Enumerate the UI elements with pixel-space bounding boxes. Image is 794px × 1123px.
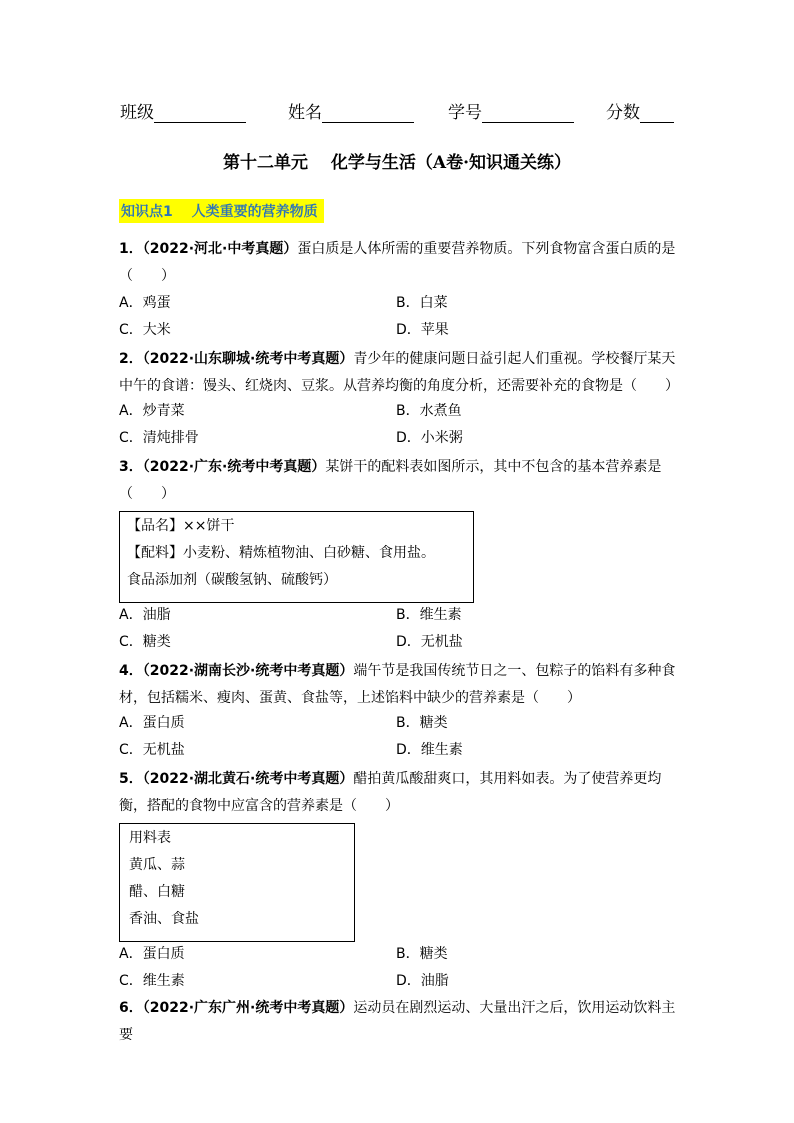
question-3 bbox=[119, 454, 679, 508]
option-a[interactable]: A．蛋白质 bbox=[119, 946, 185, 962]
box-line: 食品添加剂（碳酸氢钠、硫酸钙） bbox=[127, 572, 337, 588]
question-number: 6． bbox=[119, 1000, 143, 1016]
ingredient-box bbox=[119, 511, 474, 603]
class-blank[interactable] bbox=[154, 102, 246, 123]
option-d[interactable]: D．油脂 bbox=[396, 973, 449, 989]
number-field[interactable] bbox=[448, 98, 574, 123]
class-label: 班级 bbox=[120, 103, 154, 123]
question-6 bbox=[119, 995, 679, 1049]
question-number: 2． bbox=[119, 351, 143, 367]
question-1 bbox=[119, 236, 679, 290]
question-source: （2022·广东广州·统考中考真题） bbox=[142, 1000, 354, 1016]
option-d[interactable]: D．小米粥 bbox=[396, 430, 463, 446]
option-d[interactable]: D．无机盐 bbox=[396, 634, 463, 650]
option-c[interactable]: C．糖类 bbox=[119, 634, 171, 650]
name-label: 姓名 bbox=[288, 103, 322, 123]
option-a[interactable]: A．蛋白质 bbox=[119, 715, 185, 731]
question-source: （2022·广东·统考中考真题） bbox=[142, 459, 326, 475]
number-label: 学号 bbox=[448, 103, 482, 123]
option-d[interactable]: D．苹果 bbox=[396, 322, 449, 338]
option-b[interactable]: B．糖类 bbox=[396, 715, 448, 731]
box-line: 【品名】××饼干 bbox=[127, 518, 235, 534]
question-text: 青少年的健康问题日益引起人们重视。学校餐厅某天中午的食谱：馒头、红烧肉、豆浆。从营养均衡的角度分析，还需要补充的食物是（ ） bbox=[119, 351, 679, 394]
number-blank[interactable] bbox=[482, 102, 574, 123]
class-field[interactable] bbox=[120, 98, 246, 123]
question-4 bbox=[119, 658, 679, 712]
option-c[interactable]: C．维生素 bbox=[119, 973, 185, 989]
box-line: 醋、白糖 bbox=[129, 884, 185, 900]
question-text: 醋拍黄瓜酸甜爽口，其用料如表。为了使营养更均衡，搭配的食物中应富含的营养素是（ ） bbox=[119, 771, 662, 814]
question-text: 运动员在剧烈运动、大量出汗之后，饮用运动饮料主要 bbox=[119, 1000, 676, 1043]
student-info-header bbox=[120, 98, 680, 124]
option-c[interactable]: C．无机盐 bbox=[119, 742, 185, 758]
question-number: 5． bbox=[119, 771, 143, 787]
option-a[interactable]: A．炒青菜 bbox=[119, 403, 185, 419]
question-text: 某饼干的配料表如图所示，其中不包含的基本营养素是（ ） bbox=[119, 459, 662, 502]
question-number: 3． bbox=[119, 459, 143, 475]
question-source: （2022·湖北黄石·统考中考真题） bbox=[142, 771, 354, 787]
question-source: （2022·河北·中考真题） bbox=[142, 241, 298, 257]
option-b[interactable]: B．糖类 bbox=[396, 946, 448, 962]
name-field[interactable] bbox=[288, 98, 414, 123]
question-5 bbox=[119, 766, 679, 820]
question-text: 端午节是我国传统节日之一、包粽子的馅料有多种食材，包括糯米、瘦肉、蛋黄、食盐等，上述馅料中缺少的营养素是（ ） bbox=[119, 663, 676, 706]
option-b[interactable]: B．白菜 bbox=[396, 295, 448, 311]
option-b[interactable]: B．水煮鱼 bbox=[396, 403, 462, 419]
question-text: 蛋白质是人体所需的重要营养物质。下列食物富含蛋白质的是（ ） bbox=[119, 241, 676, 284]
page-title: 第十二单元 化学与生活（A卷·知识通关练） bbox=[222, 153, 572, 173]
option-a[interactable]: A．鸡蛋 bbox=[119, 295, 171, 311]
question-2 bbox=[119, 346, 679, 400]
box-line: 用料表 bbox=[129, 830, 171, 846]
score-blank[interactable] bbox=[640, 102, 674, 123]
option-c[interactable]: C．清炖排骨 bbox=[119, 430, 199, 446]
box-line: 【配料】小麦粉、精炼植物油、白砂糖、食用盐。 bbox=[127, 545, 435, 561]
question-source: （2022·湖南长沙·统考中考真题） bbox=[142, 663, 354, 679]
score-field[interactable] bbox=[606, 98, 674, 123]
question-source: （2022·山东聊城·统考中考真题） bbox=[142, 351, 354, 367]
question-number: 1． bbox=[119, 241, 143, 257]
box-line: 香油、食盐 bbox=[129, 911, 199, 927]
name-blank[interactable] bbox=[322, 102, 414, 123]
question-number: 4． bbox=[119, 663, 143, 679]
box-line: 黄瓜、蒜 bbox=[129, 857, 185, 873]
option-a[interactable]: A．油脂 bbox=[119, 607, 171, 623]
option-c[interactable]: C．大米 bbox=[119, 322, 171, 338]
option-d[interactable]: D．维生素 bbox=[396, 742, 463, 758]
knowledge-point-heading: 知识点1 人类重要的营养物质 bbox=[119, 199, 324, 223]
option-b[interactable]: B．维生素 bbox=[396, 607, 462, 623]
ingredient-table bbox=[119, 823, 355, 942]
score-label: 分数 bbox=[606, 103, 640, 123]
